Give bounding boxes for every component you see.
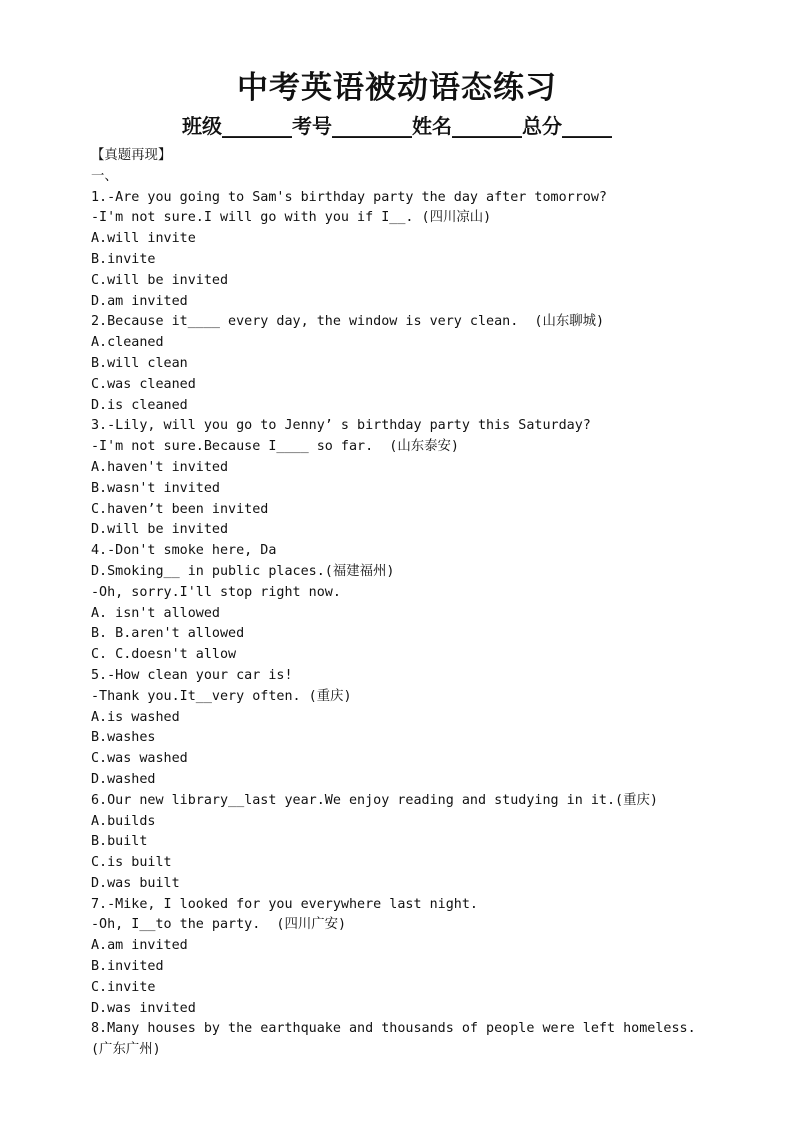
page-title: 中考英语被动语态练习 — [237, 70, 557, 106]
text-line: D.will be invited — [91, 522, 229, 538]
text-line: C.will be invited — [91, 272, 229, 288]
text-line: A.will invite — [91, 231, 196, 247]
text-line: A.am invited — [91, 938, 188, 954]
text-line: -Oh, sorry.I'll stop right now. — [91, 584, 341, 600]
text-line: B.invite — [91, 251, 156, 267]
text-line: -I'm not sure.Because I____ so far. (山东泰安) — [91, 439, 459, 455]
text-line: B.invited — [91, 959, 164, 975]
text-line: 8.Many houses by the earthquake and thousands of people were left homeless. — [91, 1021, 696, 1037]
text-line: 5.-How clean your car is! — [91, 667, 293, 683]
text-line: B.wasn't invited — [91, 480, 220, 496]
text-line: B.will clean — [91, 355, 188, 371]
text-line: -Oh, I__to the party. (四川广安) — [91, 917, 347, 933]
text-line: (广东广州) — [91, 1042, 161, 1058]
text-line: 6.Our new library__last year.We enjoy reading and studying in it.(重庆) — [91, 792, 658, 808]
text-line: C.was washed — [91, 751, 188, 767]
student-info-line: 班级_______考号________姓名_______总分_____ — [182, 114, 612, 138]
text-line: D.am invited — [91, 293, 188, 309]
text-line: C.invite — [91, 979, 156, 995]
text-line: 7.-Mike, I looked for you everywhere last night. — [91, 896, 478, 912]
section-heading: 【真题再现】 — [91, 148, 172, 163]
text-line: A.cleaned — [91, 335, 164, 351]
text-line: -Thank you.It__very often. (重庆) — [91, 688, 352, 704]
text-line: C. C.doesn't allow — [91, 647, 237, 663]
text-line: C.haven’t been invited — [91, 501, 269, 517]
question-list — [91, 146, 771, 1061]
text-line: D.washed — [91, 771, 156, 787]
text-line: C.is built — [91, 855, 172, 871]
text-line: B.washes — [91, 730, 156, 746]
text-line: B. B.aren't allowed — [91, 626, 245, 642]
text-line: -I'm not sure.I will go with you if I__. (四川凉山) — [91, 210, 492, 226]
text-line: D.is cleaned — [91, 397, 188, 413]
text-line: 4.-Don't smoke here, Da — [91, 543, 277, 559]
text-line: B.built — [91, 834, 148, 850]
text-line: A.builds — [91, 813, 156, 829]
text-line: A.haven't invited — [91, 459, 229, 475]
text-line: A. isn't allowed — [91, 605, 220, 621]
text-line: D.was built — [91, 875, 180, 891]
text-line: 2.Because it____ every day, the window is very clean. (山东聊城) — [91, 314, 605, 330]
text-line: D.Smoking__ in public places.(福建福州) — [91, 563, 395, 579]
text-line: 3.-Lily, will you go to Jenny’ s birthday party this Saturday? — [91, 418, 591, 434]
text-line: 1.-Are you going to Sam's birthday party the day after tomorrow? — [91, 189, 607, 205]
text-line: A.is washed — [91, 709, 180, 725]
text-line: C.was cleaned — [91, 376, 196, 392]
text-line: 一、 — [91, 168, 118, 184]
text-line: D.was invited — [91, 1000, 196, 1016]
